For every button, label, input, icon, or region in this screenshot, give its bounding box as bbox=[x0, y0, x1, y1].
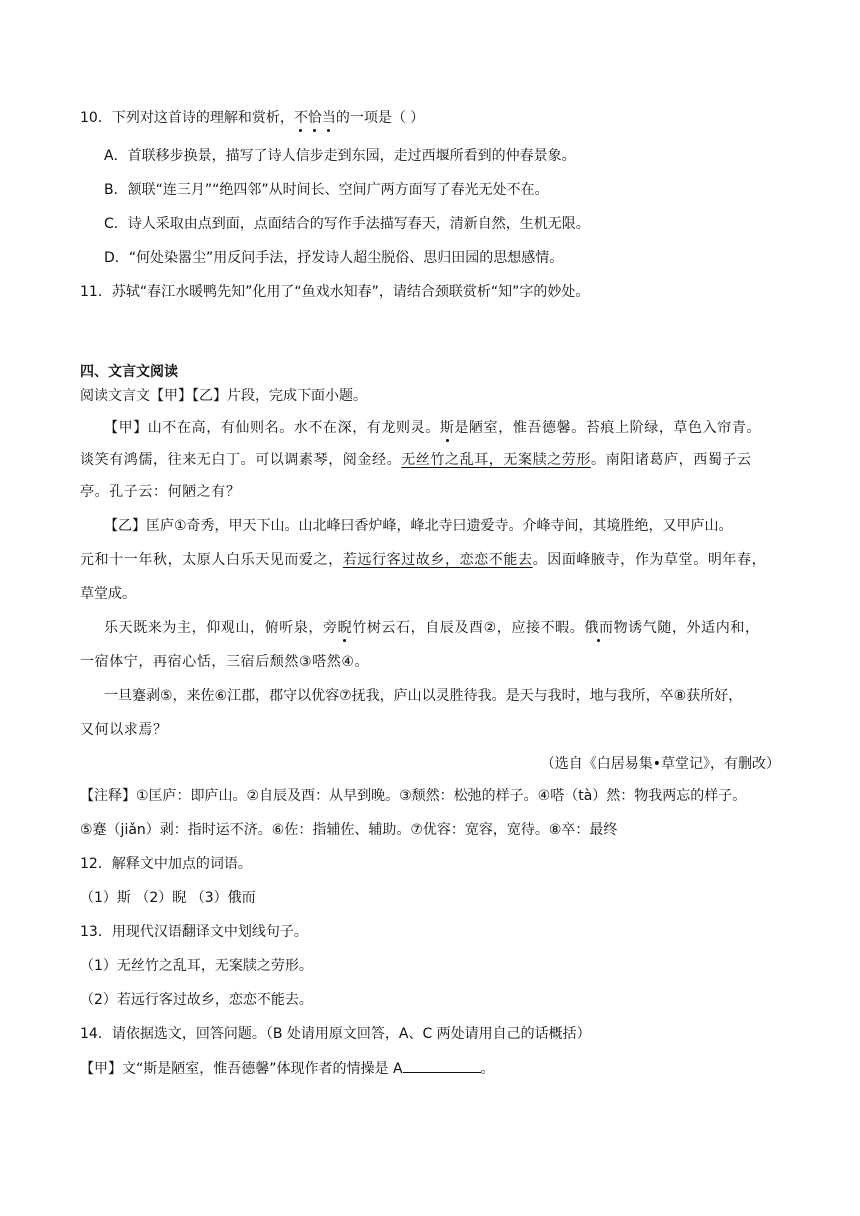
section-intro: 阅读文言文【甲】【乙】片段，完成下面小题。 bbox=[80, 388, 367, 404]
yi-para3-line-1: 一旦蹇剥⑤，来佐⑥江郡，郡守以优容⑦抚我，庐山以灵胜待我。是天与我时，地与我所，卒⑧获所好， bbox=[104, 688, 743, 704]
emphasis-word: 俄而 bbox=[584, 620, 614, 636]
text-span: 乐天既来为主，仰观山，俯听泉，旁 bbox=[104, 620, 338, 636]
question-13-sentence-2: （2）若远行客过故乡，恋恋不能去。 bbox=[80, 992, 313, 1008]
q10-option-c: C．诗人采取由点到面，点面结合的写作手法描写春天，清新自然，生机无限。 bbox=[104, 216, 590, 232]
emphasis-char: 恰 bbox=[307, 110, 322, 126]
text-span: 【甲】文“斯是陋室，惟吾德馨”体现作者的情操是 A bbox=[80, 1061, 403, 1077]
emphasis-char: 斯 bbox=[439, 420, 455, 436]
text-span: 谈笑有鸿儒，往来无白丁。可以调素琴，阅金经。 bbox=[80, 452, 402, 468]
yi-line-2 bbox=[80, 550, 766, 570]
question-10-stem bbox=[80, 108, 424, 128]
notes-line-1: 【注释】①匡庐：即庐山。②自辰及酉：从早到晚。③颓然：松弛的样子。④嗒（tà）然：物我两忘的样子。 bbox=[80, 788, 747, 804]
yi-line-3: 草堂成。 bbox=[80, 586, 136, 602]
question-13-sentence-1: （1）无丝竹之乱耳，无案牍之劳形。 bbox=[80, 958, 313, 974]
q10-prefix: 10．下列对这首诗的理解和赏析， bbox=[80, 110, 294, 126]
q10-option-d: D．“何处染嚣尘”用反问手法，抒发诗人超尘脱俗、思归田园的思想感情。 bbox=[104, 250, 564, 266]
text-span: 是陋室，惟吾德馨。苔痕上阶绿，草色入帘青。 bbox=[454, 420, 762, 436]
source-citation: （选自《白居易集•草堂记》，有删改） bbox=[540, 756, 780, 772]
emphasis-char: 睨 bbox=[337, 620, 353, 636]
yi-para2-line-1 bbox=[104, 618, 760, 638]
emphasis-char: 不 bbox=[293, 110, 308, 126]
question-12-items: （1）斯 （2）睨 （3）俄而 bbox=[80, 890, 256, 906]
text-span: 。因面峰腋寺，作为草堂。明年春， bbox=[532, 552, 767, 568]
underlined-sentence: 无丝竹之乱耳，无案牍之劳形 bbox=[401, 452, 592, 468]
question-14-stem: 14．请依据选文，回答问题。（B 处请用原文回答，A、C 两处请用自己的话概括） bbox=[80, 1026, 591, 1042]
jia-line-1 bbox=[104, 418, 761, 438]
question-14-line-a bbox=[80, 1058, 495, 1079]
q10-option-b: B．颔联“连三月”“绝四邻”从时间长、空间广两方面写了春光无处不在。 bbox=[104, 182, 549, 198]
text-span: 【甲】山不在高，有仙则名。水不在深，有龙则灵。 bbox=[104, 420, 440, 436]
q10-suffix: 的一项是（ ） bbox=[335, 110, 425, 126]
jia-line-2 bbox=[80, 450, 752, 470]
underlined-sentence: 若远行客过故乡，恋恋不能去 bbox=[342, 552, 533, 568]
text-span: 元和十一年秋，太原人白乐天见而爱之， bbox=[80, 552, 343, 568]
text-span: 。 bbox=[480, 1061, 495, 1077]
question-12-stem: 12．解释文中加点的词语。 bbox=[80, 856, 252, 872]
text-span: 物诱气随，外适内和， bbox=[613, 620, 760, 636]
emphasis-char: 当 bbox=[321, 110, 336, 126]
jia-line-3: 亭。孔子云：何陋之有？ bbox=[80, 484, 241, 500]
section-title: 四、文言文阅读 bbox=[80, 364, 178, 380]
yi-para3-line-2: 又何以求焉？ bbox=[80, 722, 168, 738]
question-13-stem: 13．用现代汉语翻译文中划线句子。 bbox=[80, 924, 308, 940]
q10-option-a: A．首联移步换景，描写了诗人信步走到东园，走过西堰所看到的仲春景象。 bbox=[104, 148, 576, 164]
yi-line-1: 【乙】匡庐①奇秀，甲天下山。山北峰曰香炉峰，峰北寺曰遗爱寺。介峰寺间，其境胜绝，又甲庐山。 bbox=[104, 518, 733, 534]
text-span: 竹树云石，自辰及酉②，应接不暇。 bbox=[352, 620, 585, 636]
notes-line-2: ⑤蹇（jiǎn）剥：指时运不济。⑥佐：指辅佐、辅助。⑦优容：宽容，宽待。⑧卒：最终 bbox=[80, 822, 618, 838]
yi-para2-line-2: 一宿体宁，再宿心恬，三宿后颓然③嗒然④。 bbox=[80, 654, 370, 670]
text-span: 。南阳诸葛庐，西蜀子云 bbox=[591, 452, 752, 468]
question-11: 11．苏轼“春江水暖鸭先知”化用了“鱼戏水知春”，请结合颈联赏析“知”字的妙处。 bbox=[80, 284, 590, 300]
answer-blank-a[interactable] bbox=[403, 1058, 481, 1073]
